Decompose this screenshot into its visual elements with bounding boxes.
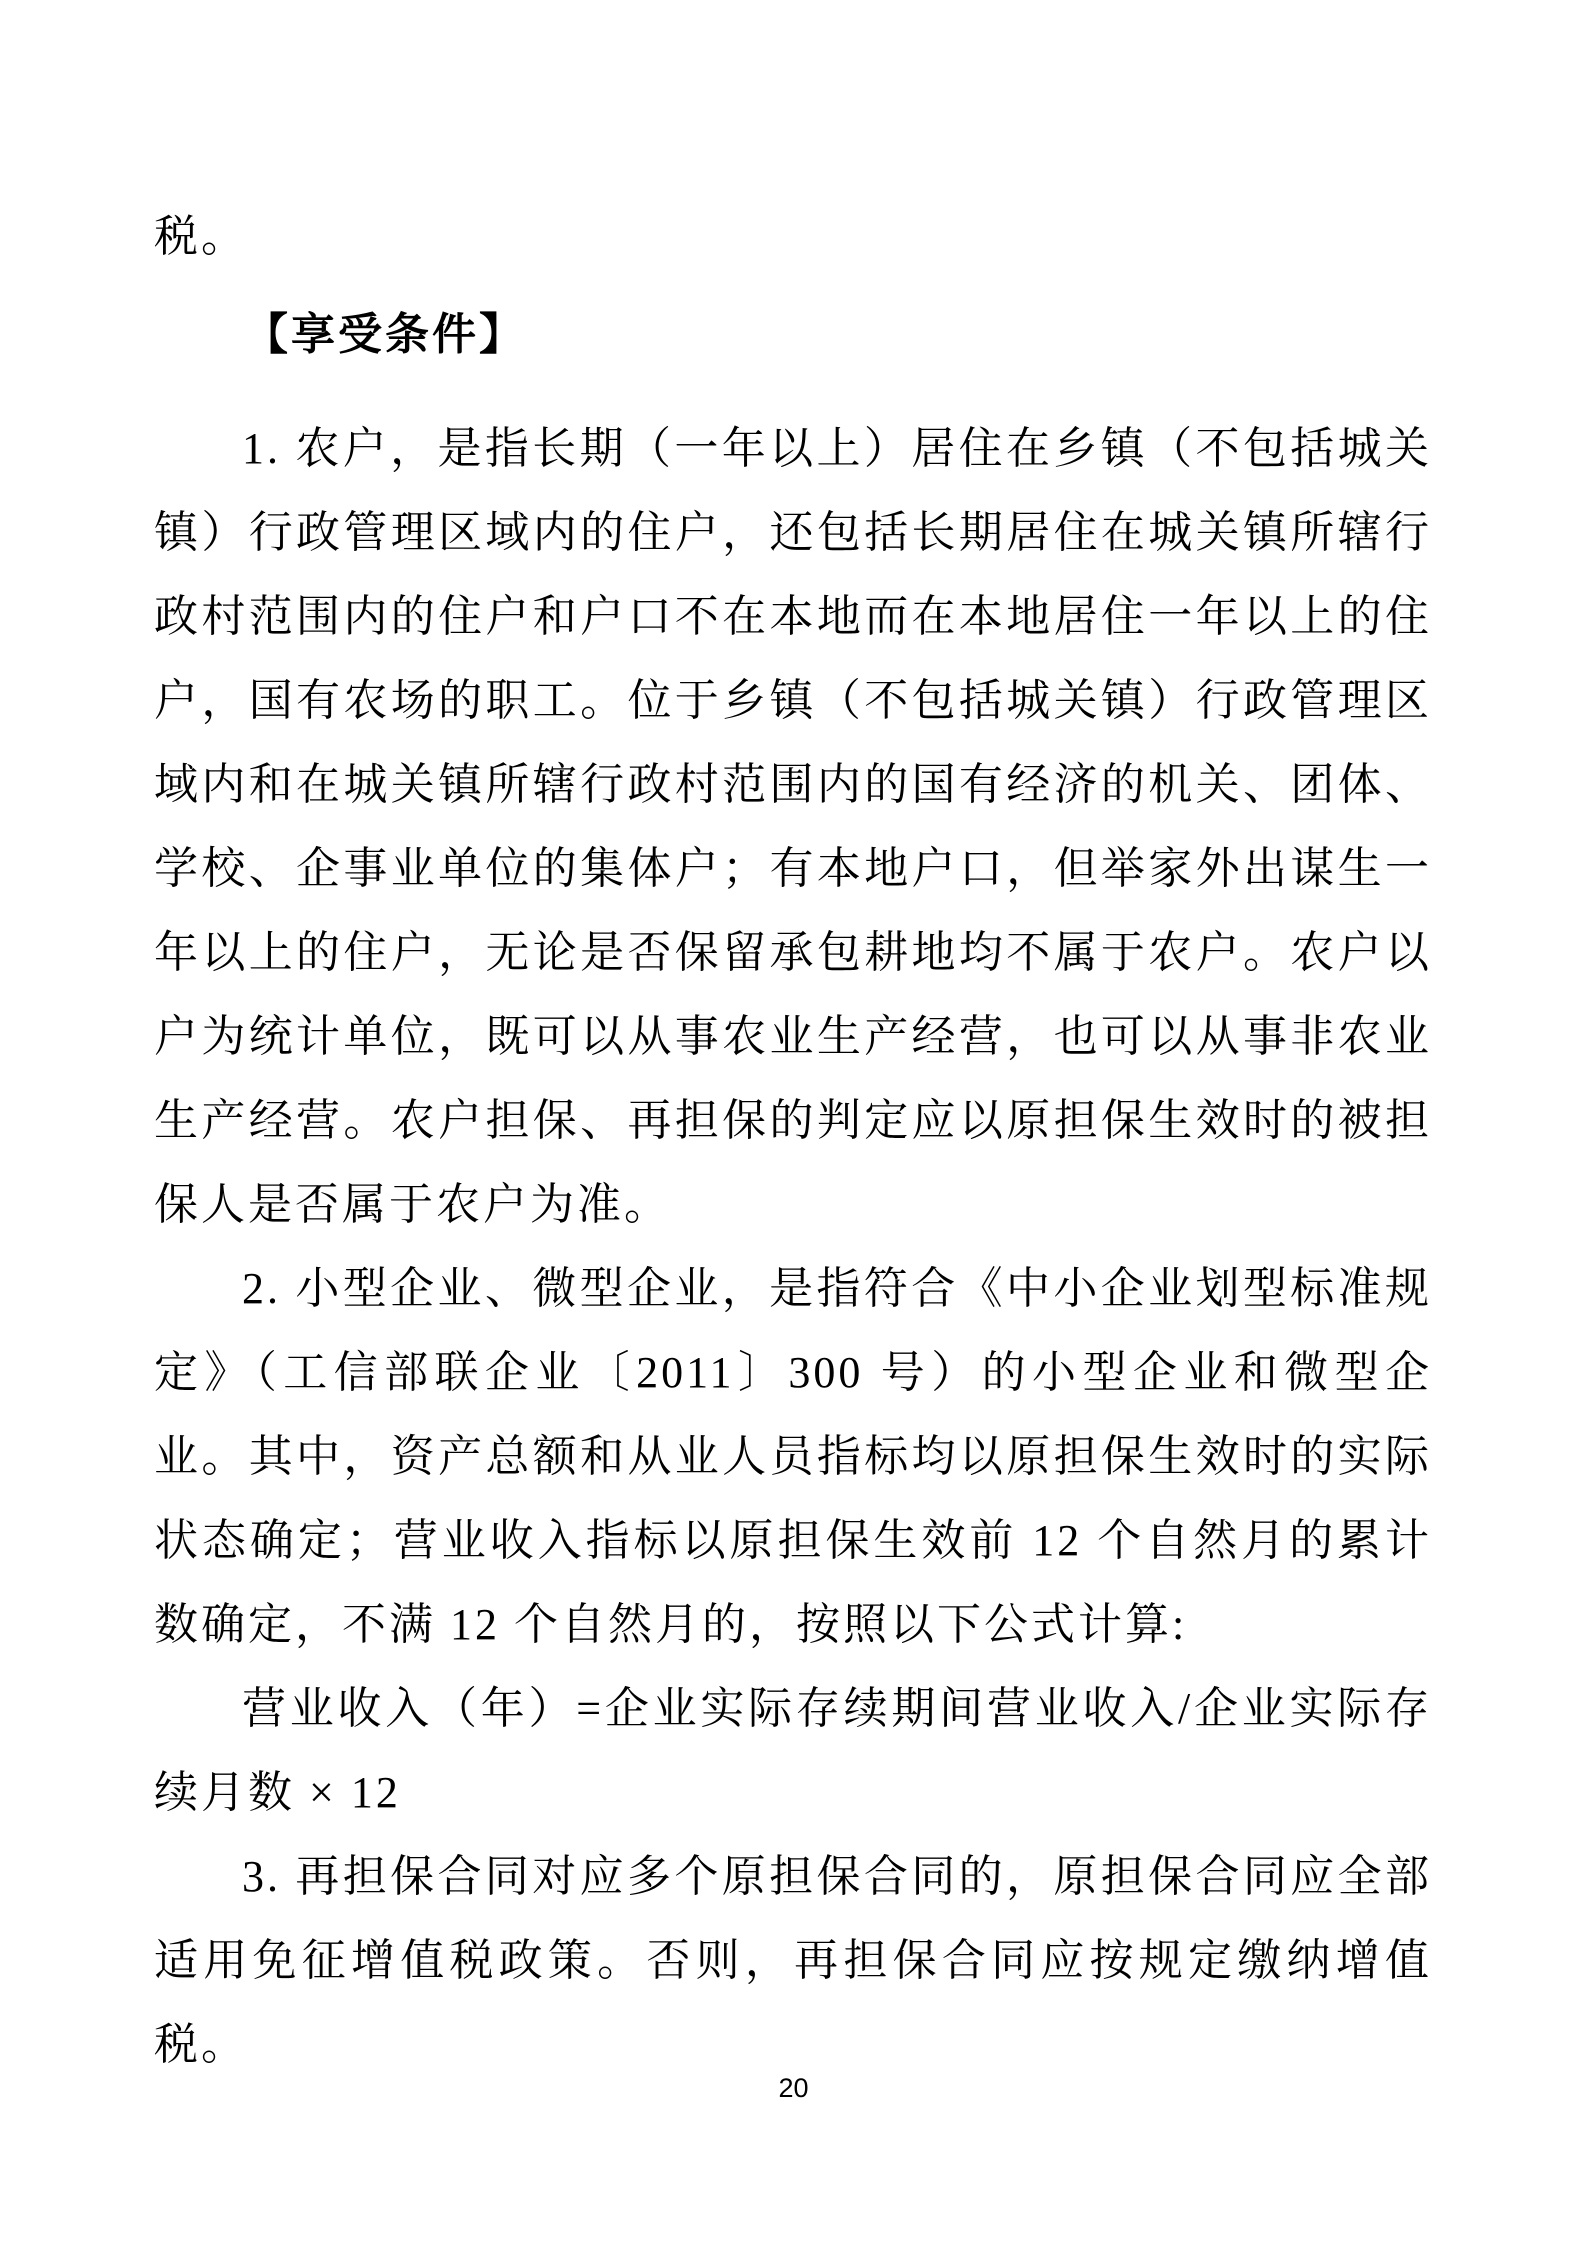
intro-line: 税。 [154, 212, 248, 261]
section-heading: 【享受条件】 [244, 310, 526, 359]
paragraph-item-2: 2. 小型企业、微型企业，是指符合《中小企业划型标准规定》（工信部联企业〔2011〕300 号）的小型企业和微型企业。其中，资产总额和从业人员指标均以原担保生效时的实际状态确定；营业收入指标以原担保生效前 12 个自然月的累计数确定，不满 12 个自然月的，按照以下公式计算: [154, 1264, 1432, 1649]
page-number: 20 [778, 2073, 809, 2103]
paragraph-formula: 营业收入（年）=企业实际存续期间营业收入/企业实际存续月数 × 12 [154, 1684, 1432, 1817]
paragraph-item-1: 1. 农户，是指长期（一年以上）居住在乡镇（不包括城关镇）行政管理区域内的住户，还包括长期居住在城关镇所辖行政村范围内的住户和户口不在本地而在本地居住一年以上的住户，国有农场的职工。位于乡镇（不包括城关镇）行政管理区域内和在城关镇所辖行政村范围内的国有经济的机关、团体、学校、企事业单位的集体户；有本地户口，但举家外出谋生一年以上的住户，无论是否保留承包耕地均不属于农户。农户以户为统计单位，既可以从事农业生产经营，也可以从事非农业生产经营。农户担保、再担保的判定应以原担保生效时的被担保人是否属于农户为准。 [154, 424, 1432, 1229]
paragraph-item-3: 3. 再担保合同对应多个原担保合同的，原担保合同应全部适用免征增值税政策。否则，再担保合同应按规定缴纳增值税。 [154, 1852, 1432, 2069]
document-body [154, 195, 1432, 2087]
